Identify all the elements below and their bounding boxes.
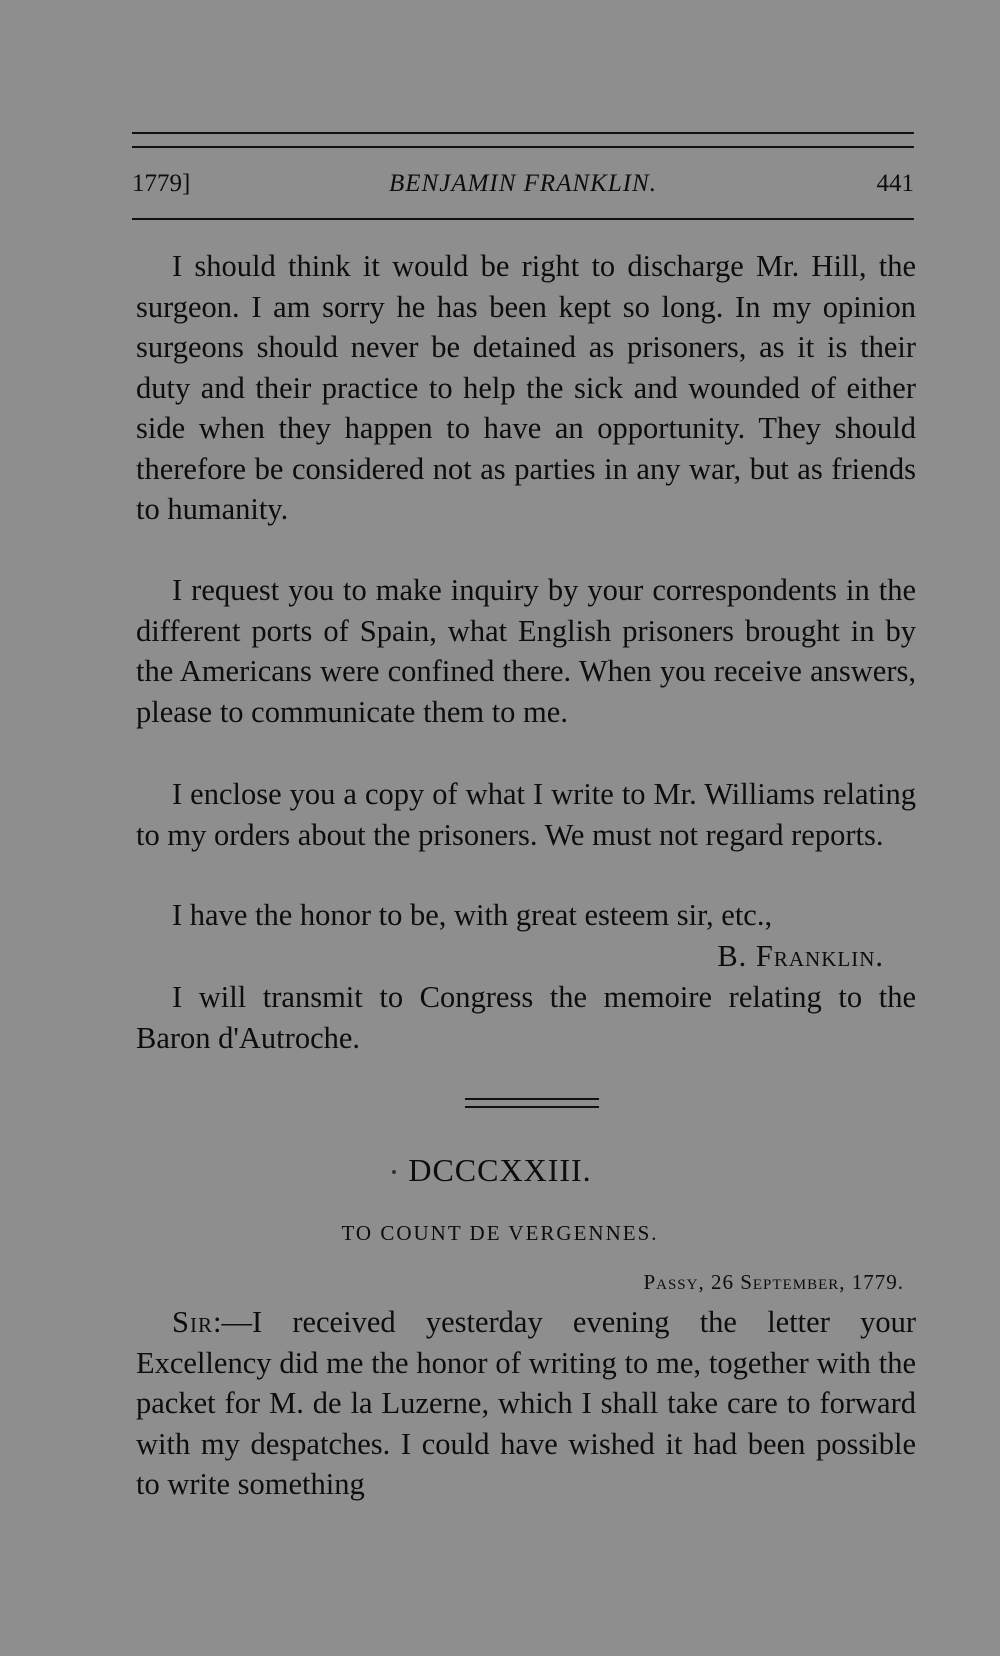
- header-title: BENJAMIN FRANKLIN.: [389, 170, 657, 197]
- letter-body-text: :—I received yesterday evening the letter your Excellency did me the honor of writing to me, together with the packet for M. de la Luzerne, which I shall take care to forward with my despatches. I could have wished it had been possible to write something: [136, 1305, 916, 1501]
- signature-text: B. Franklin.: [717, 939, 884, 973]
- closing-line: [136, 895, 916, 936]
- page-number: 441: [876, 170, 914, 197]
- closing-text: I have the honor to be, with great esteem sir, etc.,: [172, 898, 773, 932]
- postscript-text: I will transmit to Congress the memoire relating to the Baron d'Autroche.: [136, 980, 916, 1055]
- letter-dateline: Passy, 26 September, 1779.: [643, 1270, 904, 1294]
- paragraph-1: [136, 246, 916, 530]
- postscript: [136, 977, 916, 1058]
- separator-rule-1: [465, 1098, 599, 1100]
- paragraph-3-text: I enclose you a copy of what I write to Mr. Williams relating to my orders about the prisoners. We must not regard reports.: [136, 777, 916, 852]
- letter-addressee: TO COUNT DE VERGENNES.: [341, 1221, 659, 1245]
- header-rule: [132, 218, 914, 220]
- letter-body: [136, 1302, 916, 1505]
- letter-number: DCCCXXIII.: [408, 1152, 592, 1188]
- header-year: 1779]: [132, 170, 191, 197]
- signature: [717, 936, 884, 977]
- running-header: [132, 170, 914, 210]
- top-double-rule-2: [132, 146, 914, 148]
- paragraph-3: [136, 774, 916, 855]
- separator-rule-2: [465, 1106, 599, 1108]
- paragraph-2-text: I request you to make inquiry by your correspondents in the different ports of Spain, what English prisoners brought in by the Americans were confined there. When you receive answers, please to communicate them to me.: [136, 573, 916, 729]
- paragraph-2: [136, 570, 916, 732]
- salutation: Sir: [172, 1305, 213, 1339]
- paragraph-1-text: I should think it would be right to discharge Mr. Hill, the surgeon. I am sorry he has been kept so long. In my opinion surgeons should never be detained as prisoners, as it is their duty and their practice to help the sick and wounded of either side when they happen to have an opportunity. They should therefore be considered not as parties in any war, but as friends to humanity.: [136, 249, 916, 526]
- top-double-rule-1: [132, 132, 914, 134]
